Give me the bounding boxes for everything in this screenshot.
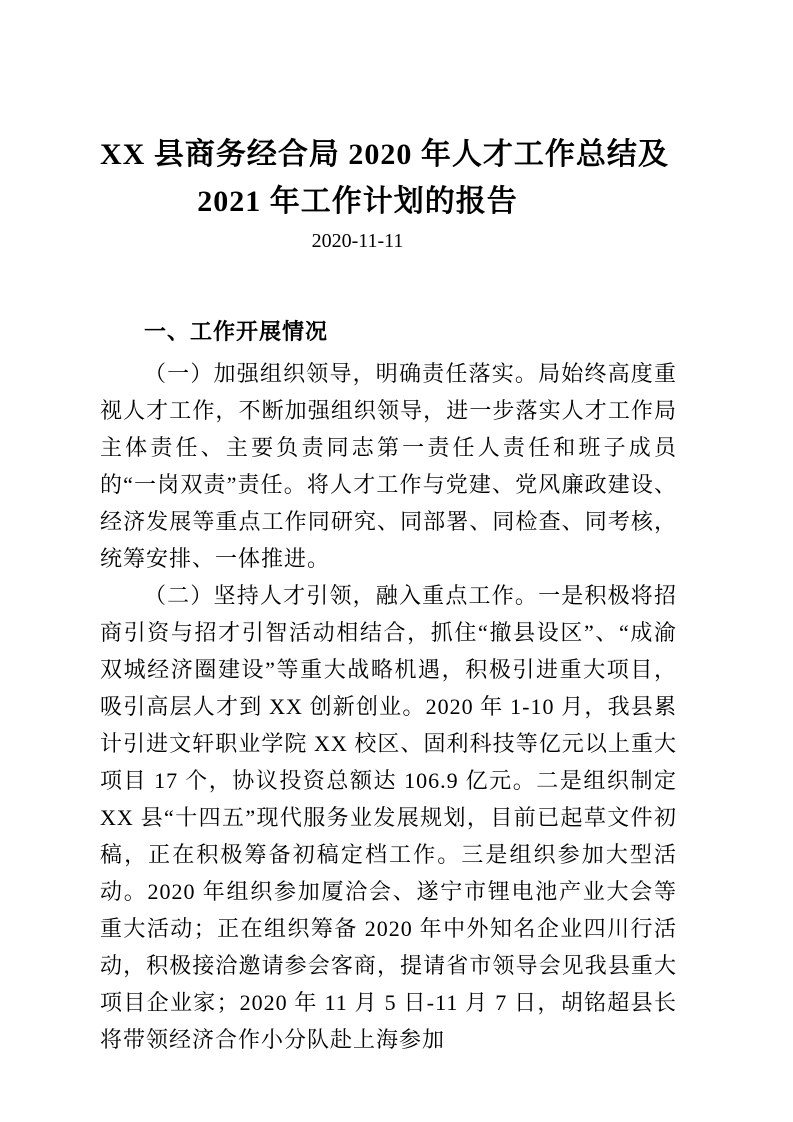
paragraph-strengthen-leadership: （一）加强组织领导，明确责任落实。局始终高度重视人才工作，不断加强组织领导，进一步落实人才工作局主体责任、主要负责同志第一责任人责任和班子成员的“一岗双责”责任。将人才工作与党建、党风廉政建设、经济发展等重点工作同研究、同部署、同检查、同考核，统筹安排、一体推进。: [100, 361, 677, 571]
section-heading-work-progress: 一、工作开展情况: [144, 319, 329, 344]
paragraph-talent-leading: （二）坚持人才引领，融入重点工作。一是积极将招商引资与招才引智活动相结合，抓住“撤县设区”、“成渝双城经济圈建设”等重大战略机遇，积极引进重大项目，吸引高层人才到 XX 创新创业。2020 年 1-10 月，我县累计引进文轩职业学院 XX 校区、固利科技等亿元以上重大项目 17 个，协议投资总额达 106.9 亿元。二是组织制定 XX 县“十四五”现代服务业发展规划，目前已起草文件初稿，正在积极筹备初稿定档工作。三是组织参加大型活动。2020 年组织参加厦洽会、遂宁市锂电池产业大会等重大活动；正在组织筹备 2020 年中外知名企业四川行活动，积极接洽邀请参会客商，提请省市领导会见我县重大项目企业家；2020 年 11 月 5 日-11 月 7 日，胡铭超县长将带领经济合作小分队赴上海参加: [100, 583, 677, 1052]
page-title: [100, 131, 669, 225]
page-title-line-2: 2021 年工作计划的报告: [197, 185, 518, 218]
page-title-line-1: XX 县商务经合局 2020 年人才工作总结及: [100, 138, 669, 171]
document-date: 2020-11-11: [311, 230, 404, 252]
